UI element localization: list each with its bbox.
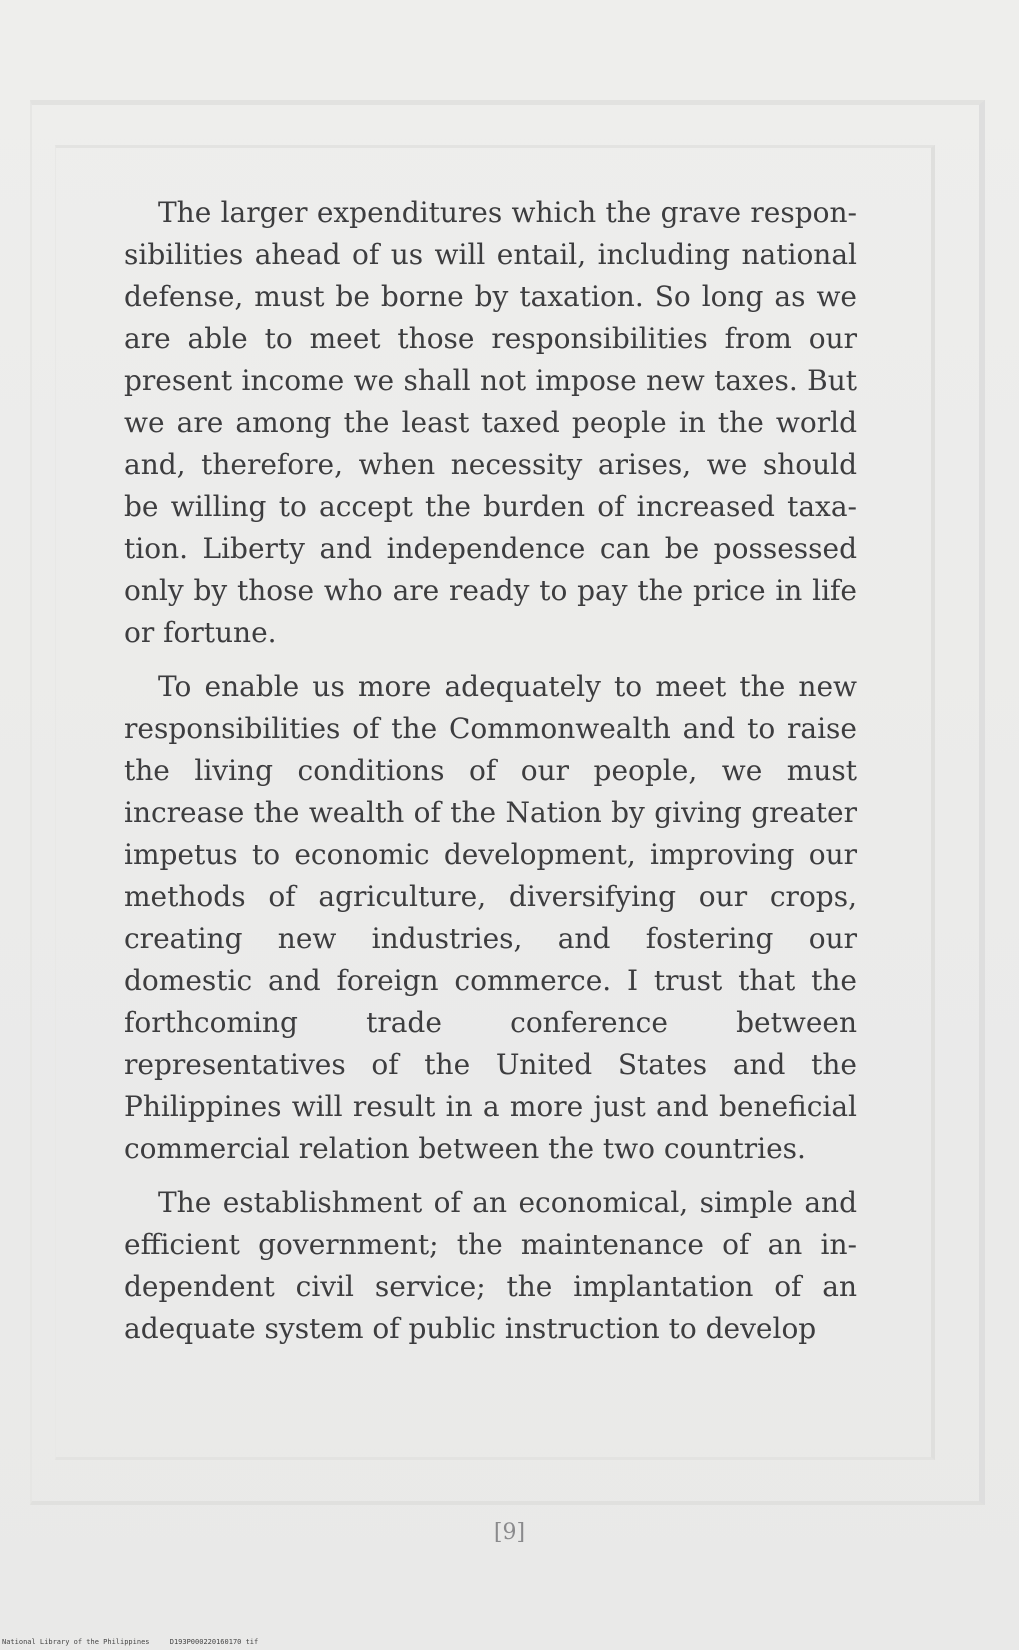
library-name: National Library of the Philippines	[2, 1638, 150, 1646]
paragraph-economic-development: To enable us more adequately to meet the new responsibilities of the Commonwealth and to raise the living conditions of our people, we must increase the wealth of the Nation by giving greater impetus to economic development, improving our methods of agriculture, diversifying our crops, creating new industries, and fostering our domestic and foreign commerce. I trust that the forthcoming trade conference between representatives of the United States and the Philippines will result in a more just and beneficial commercial relation between the two countries.	[124, 670, 857, 1165]
page-number: [9]	[493, 1520, 526, 1545]
body-text	[124, 192, 857, 1362]
file-id: D193P000220160170 tif	[169, 1638, 259, 1646]
scan-footer	[2, 1638, 274, 1646]
paragraph-taxation: The larger expenditures which the grave responsibilities ahead of us will entail, including national defense, must be borne by taxation. So long as we are able to meet those responsibilities from our present income we shall not impose new taxes. But we are among the least taxed people in the world and, therefore, when necessity arises, we should be willing to accept the burden of increased taxation. Liberty and independence can be possessed only by those who are ready to pay the price in life or fortune.	[124, 196, 857, 649]
paragraph-government: The establishment of an economical, simple and efficient government; the maintenance of an independent civil service; the implantation of an adequate system of public instruction to develop	[124, 1186, 857, 1345]
